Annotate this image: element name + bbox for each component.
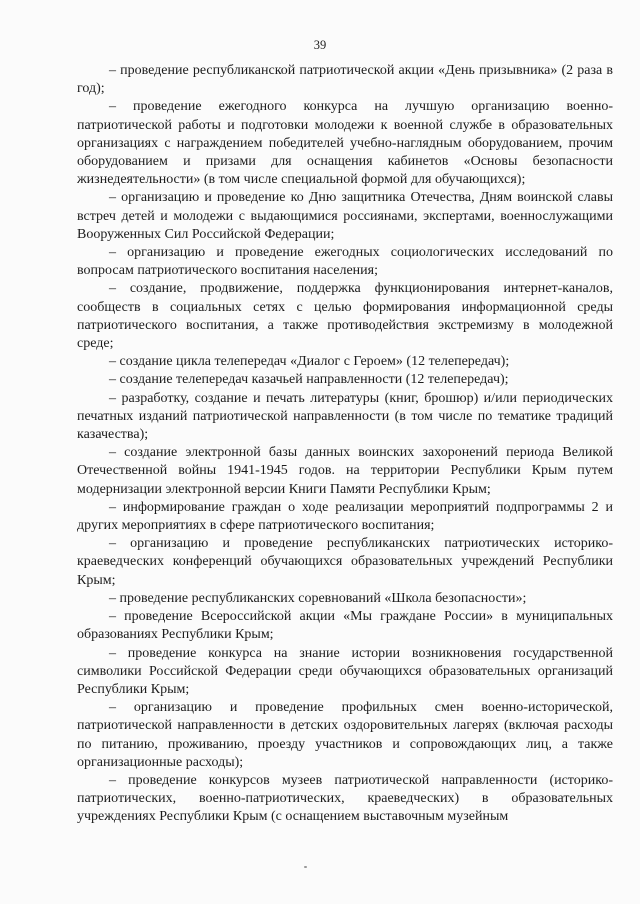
paragraph: – проведение республиканской патриотической акции «День призывника» (2 раза в год); [77, 63, 613, 97]
paragraph: – информирование граждан о ходе реализации мероприятий подпрограммы 2 и других мероприятиях в сфере патриотического воспитания; [77, 499, 613, 534]
page-number: 39 [313, 38, 327, 52]
paragraph: – создание телепередач казачьей направленности (12 телепередач); [109, 372, 509, 388]
paragraph: – организацию и проведение республиканских патриотических историко-краеведческих конференций обучающихся образовательных учреждений Республики Крым; [77, 536, 613, 588]
paragraph: – проведение конкурсов музеев патриотической направленности (историко-патриотических, военно-патриотических, краеведческих) в образовательных учреждениях Республики Крым (с оснащением выставочным музейным [77, 772, 613, 825]
paragraph: – разработку, создание и печать литературы (книг, брошюр) и/или периодических печатных изданий патриотической направленности (в том числе по тематике традиций казачества); [77, 390, 613, 443]
paragraph: – организацию и проведение ежегодных социологических исследований по вопросам патриотического воспитания населения; [77, 245, 613, 279]
paragraph: – создание, продвижение, поддержка функционирования интернет-каналов, сообществ в социальных сетях с целью формирования информационной среды патриотического воспитания, а также противодействия экстремизму в молодежной среде; [77, 281, 613, 352]
paragraph: – создание электронной базы данных воинских захоронений периода Великой Отечественной войны 1941-1945 годов. на территории Республики Крым путем модернизации электронной версии Книги Памяти Республики Крым; [77, 445, 613, 497]
paragraph: – проведение ежегодного конкурса на лучшую организацию военно-патриотической работы и подготовки молодежи к военной службе в образовательных организациях с награждением победителей учебно-наглядным оборудованием, прочим оборудованием и призами для оснащения кабинетов «Основы безопасности жизнедеятельности» (в том числе специальной формой для обучающихся); [77, 99, 613, 188]
paragraph: – создание цикла телепередач «Диалог с Героем» (12 телепередач); [109, 354, 510, 370]
paragraph: – проведение республиканских соревнований «Школа безопасности»; [109, 590, 527, 606]
scan-speck [304, 866, 307, 868]
paragraph: – проведение Всероссийской акции «Мы граждане России» в муниципальных образованиях Республики Крым; [77, 609, 613, 643]
paragraph: – организацию и проведение ко Дню защитника Отечества, Дням воинской славы встреч детей и молодежи с выдающимися россиянами, экспертами, военнослужащими Вооруженных Сил Российской Федерации; [77, 190, 613, 242]
paragraph: – проведение конкурса на знание истории возникновения государственной символики Российской Федерации среди обучающихся образовательных организаций Республики Крым; [77, 645, 613, 697]
page-body [77, 62, 613, 827]
paragraph: – организацию и проведение профильных смен военно-исторической, патриотической направленности в детских оздоровительных лагерях (включая расходы по питанию, проживанию, проезду участников и сопровождающих лиц, а также организационные расходы); [77, 700, 613, 770]
